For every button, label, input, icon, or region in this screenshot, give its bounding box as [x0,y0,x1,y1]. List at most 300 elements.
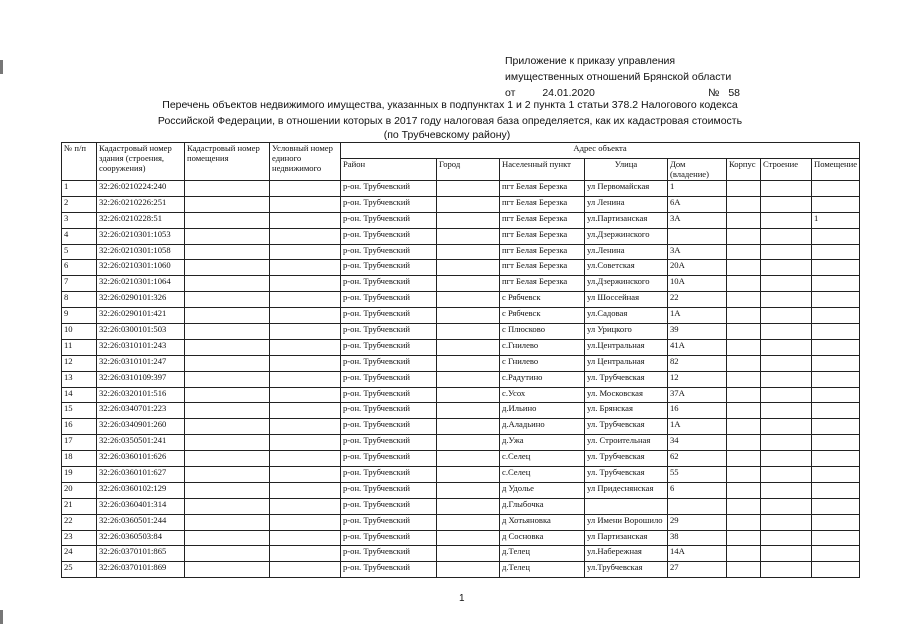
city-cell [437,387,500,403]
col-header-district: Район [341,159,437,181]
structure-cell [761,467,812,483]
house-cell: 3А [668,244,727,260]
num-cell: 18 [62,451,97,467]
num-cell: 2 [62,196,97,212]
table-row [62,212,860,228]
district-cell: р-он. Трубчевский [341,546,437,562]
house-cell: 27 [668,562,727,578]
settlement-cell: с Плюсково [500,324,585,340]
district-cell: р-он. Трубчевский [341,276,437,292]
district-cell: р-он. Трубчевский [341,324,437,340]
house-cell: 1А [668,419,727,435]
settlement-cell: пгт Белая Березка [500,212,585,228]
city-cell [437,339,500,355]
conditional-cell [270,498,341,514]
city-cell [437,514,500,530]
house-cell [668,498,727,514]
premises-cell [812,244,860,260]
city-cell [437,371,500,387]
settlement-cell: с Рябчевск [500,308,585,324]
district-cell: р-он. Трубчевский [341,403,437,419]
num-cell: 11 [62,339,97,355]
district-cell: р-он. Трубчевский [341,196,437,212]
room-cadastral-cell [185,324,270,340]
building-cell [727,419,761,435]
district-cell: р-он. Трубчевский [341,482,437,498]
order-date: 24.01.2020 [542,87,595,99]
street-cell: ул Первомайская [585,181,668,197]
conditional-cell [270,244,341,260]
room-cadastral-cell [185,308,270,324]
city-cell [437,292,500,308]
premises-cell [812,292,860,308]
premises-cell [812,181,860,197]
district-cell: р-он. Трубчевский [341,498,437,514]
settlement-cell: пгт Белая Березка [500,181,585,197]
structure-cell [761,546,812,562]
table-row [62,514,860,530]
table-row [62,276,860,292]
structure-cell [761,435,812,451]
structure-cell [761,451,812,467]
house-cell: 14А [668,546,727,562]
street-cell: ул.Партизанская [585,212,668,228]
city-cell [437,498,500,514]
title-line-3: (по Трубчевскому району) [383,129,511,141]
district-cell: р-он. Трубчевский [341,530,437,546]
cadastral-cell: 32:26:0340901:260 [97,419,185,435]
building-cell [727,435,761,451]
house-cell: 22 [668,292,727,308]
city-cell [437,467,500,483]
col-header-settlement: Населенный пункт [500,159,585,181]
building-cell [727,482,761,498]
conditional-cell [270,339,341,355]
table-row [62,530,860,546]
settlement-cell: пгт Белая Березка [500,228,585,244]
district-cell: р-он. Трубчевский [341,562,437,578]
house-cell: 6А [668,196,727,212]
structure-cell [761,212,812,228]
settlement-cell: с.Гнилево [500,339,585,355]
room-cadastral-cell [185,276,270,292]
conditional-cell [270,308,341,324]
num-cell: 14 [62,387,97,403]
conditional-cell [270,514,341,530]
house-cell: 39 [668,324,727,340]
num-cell: 6 [62,260,97,276]
street-cell: ул.Набережная [585,546,668,562]
street-cell: ул.Трубчевская [585,562,668,578]
structure-cell [761,308,812,324]
building-cell [727,371,761,387]
structure-cell [761,181,812,197]
city-cell [437,244,500,260]
room-cadastral-cell [185,228,270,244]
conditional-cell [270,260,341,276]
structure-cell [761,244,812,260]
city-cell [437,212,500,228]
settlement-cell: д.Ильино [500,403,585,419]
num-cell: 21 [62,498,97,514]
district-cell: р-он. Трубчевский [341,308,437,324]
cadastral-cell: 32:26:0360501:244 [97,514,185,530]
num-cell: 8 [62,292,97,308]
settlement-cell: с.Селец [500,451,585,467]
house-cell: 29 [668,514,727,530]
table-row [62,403,860,419]
structure-cell [761,371,812,387]
num-cell: 22 [62,514,97,530]
house-cell [668,228,727,244]
building-cell [727,339,761,355]
room-cadastral-cell [185,196,270,212]
house-cell: 16 [668,403,727,419]
structure-cell [761,530,812,546]
conditional-cell [270,546,341,562]
table-row [62,546,860,562]
street-cell: ул.Центральная [585,339,668,355]
structure-cell [761,355,812,371]
col-header-room-cadastral: Кадастровый номер помещения [185,143,270,181]
house-cell: 20А [668,260,727,276]
room-cadastral-cell [185,292,270,308]
cadastral-cell: 32:26:0340701:223 [97,403,185,419]
order-number: 58 [728,87,740,99]
room-cadastral-cell [185,181,270,197]
building-cell [727,212,761,228]
room-cadastral-cell [185,260,270,276]
district-cell: р-он. Трубчевский [341,419,437,435]
conditional-cell [270,451,341,467]
room-cadastral-cell [185,498,270,514]
settlement-cell: д Сосновка [500,530,585,546]
street-cell: ул. Московская [585,387,668,403]
conditional-cell [270,196,341,212]
building-cell [727,498,761,514]
structure-cell [761,260,812,276]
structure-cell [761,196,812,212]
structure-cell [761,403,812,419]
col-header-city: Город [437,159,500,181]
table-row [62,451,860,467]
num-cell: 19 [62,467,97,483]
building-cell [727,355,761,371]
cadastral-cell: 32:26:0360401:314 [97,498,185,514]
num-cell: 23 [62,530,97,546]
num-cell: 5 [62,244,97,260]
settlement-cell: с.Усох [500,387,585,403]
premises-cell [812,196,860,212]
premises-cell [812,419,860,435]
num-cell: 12 [62,355,97,371]
district-cell: р-он. Трубчевский [341,244,437,260]
house-cell: 1А [668,308,727,324]
cadastral-cell: 32:26:0210301:1053 [97,228,185,244]
table-row [62,292,860,308]
col-header-conditional: Условный номер единого недвижимого [270,143,341,181]
header-row [62,143,860,159]
col-header-street: Улица [585,159,668,181]
room-cadastral-cell [185,212,270,228]
settlement-cell: д.Аладьино [500,419,585,435]
premises-cell: 1 [812,212,860,228]
premises-cell [812,355,860,371]
room-cadastral-cell [185,419,270,435]
city-cell [437,482,500,498]
structure-cell [761,419,812,435]
cadastral-cell: 32:26:0360503:84 [97,530,185,546]
house-cell: 62 [668,451,727,467]
premises-cell [812,324,860,340]
conditional-cell [270,562,341,578]
num-cell: 16 [62,419,97,435]
page-number: 1 [459,593,465,604]
premises-cell [812,482,860,498]
room-cadastral-cell [185,435,270,451]
cadastral-cell: 32:26:0350501:241 [97,435,185,451]
date-prefix: от [505,87,516,99]
scan-margin-mark [0,60,3,74]
cadastral-cell: 32:26:0210226:251 [97,196,185,212]
table-row [62,562,860,578]
building-cell [727,451,761,467]
building-cell [727,546,761,562]
conditional-cell [270,292,341,308]
house-cell: 6 [668,482,727,498]
scan-margin-mark [0,610,3,624]
num-cell: 20 [62,482,97,498]
street-cell: ул Шоссейная [585,292,668,308]
table-row [62,419,860,435]
conditional-cell [270,387,341,403]
house-cell: 41А [668,339,727,355]
property-table [61,142,860,578]
structure-cell [761,339,812,355]
building-cell [727,387,761,403]
num-cell: 25 [62,562,97,578]
header-line-2: имущественных отношений Брянской области [505,71,732,83]
title-line-2: Российской Федерации, в отношении которых в 2017 году налоговая база определяется, как их кадастровая стоимость [157,115,743,127]
num-cell: 1 [62,181,97,197]
street-cell [585,498,668,514]
city-cell [437,355,500,371]
building-cell [727,181,761,197]
district-cell: р-он. Трубчевский [341,292,437,308]
structure-cell [761,228,812,244]
premises-cell [812,403,860,419]
room-cadastral-cell [185,530,270,546]
conditional-cell [270,355,341,371]
room-cadastral-cell [185,514,270,530]
table-row [62,435,860,451]
city-cell [437,308,500,324]
num-cell: 24 [62,546,97,562]
settlement-cell: с.Селец [500,467,585,483]
house-cell: 10А [668,276,727,292]
street-cell: ул.Дзержинского [585,228,668,244]
premises-cell [812,260,860,276]
room-cadastral-cell [185,467,270,483]
city-cell [437,546,500,562]
num-cell: 15 [62,403,97,419]
district-cell: р-он. Трубчевский [341,451,437,467]
structure-cell [761,498,812,514]
table-row [62,228,860,244]
city-cell [437,562,500,578]
structure-cell [761,514,812,530]
premises-cell [812,387,860,403]
conditional-cell [270,530,341,546]
conditional-cell [270,435,341,451]
city-cell [437,196,500,212]
room-cadastral-cell [185,451,270,467]
structure-cell [761,324,812,340]
table-row [62,181,860,197]
district-cell: р-он. Трубчевский [341,467,437,483]
premises-cell [812,546,860,562]
col-header-address: Адрес объекта [341,143,860,159]
table-row [62,324,860,340]
city-cell [437,276,500,292]
house-cell: 12 [668,371,727,387]
room-cadastral-cell [185,355,270,371]
cadastral-cell: 32:26:0290101:326 [97,292,185,308]
district-cell: р-он. Трубчевский [341,260,437,276]
col-header-house: Дом (владение) [668,159,727,181]
cadastral-cell: 32:26:0290101:421 [97,308,185,324]
premises-cell [812,371,860,387]
cadastral-cell: 32:26:0360101:626 [97,451,185,467]
city-cell [437,228,500,244]
conditional-cell [270,276,341,292]
conditional-cell [270,482,341,498]
num-cell: 9 [62,308,97,324]
settlement-cell: д.Глыбочка [500,498,585,514]
settlement-cell: пгт Белая Березка [500,244,585,260]
settlement-cell: с Рябчевск [500,292,585,308]
cadastral-cell: 32:26:0210301:1064 [97,276,185,292]
table-row [62,482,860,498]
settlement-cell: с Гнилево [500,355,585,371]
cadastral-cell: 32:26:0210228:51 [97,212,185,228]
cadastral-cell: 32:26:0310101:243 [97,339,185,355]
settlement-cell: д Хотьяновка [500,514,585,530]
house-cell: 82 [668,355,727,371]
street-cell: ул. Трубчевская [585,451,668,467]
table-row [62,260,860,276]
structure-cell [761,387,812,403]
city-cell [437,403,500,419]
building-cell [727,514,761,530]
cadastral-cell: 32:26:0310101:247 [97,355,185,371]
settlement-cell: пгт Белая Березка [500,276,585,292]
city-cell [437,419,500,435]
city-cell [437,530,500,546]
cadastral-cell: 32:26:0210224:240 [97,181,185,197]
city-cell [437,324,500,340]
street-cell: ул.Дзержинского [585,276,668,292]
street-cell: ул Имени Ворошило [585,514,668,530]
room-cadastral-cell [185,371,270,387]
settlement-cell: д.Ужа [500,435,585,451]
district-cell: р-он. Трубчевский [341,514,437,530]
cadastral-cell: 32:26:0210301:1060 [97,260,185,276]
table-row [62,196,860,212]
col-header-num: № п/п [62,143,97,181]
num-cell: 3 [62,212,97,228]
building-cell [727,530,761,546]
col-header-premises: Помещение [812,159,860,181]
city-cell [437,181,500,197]
street-cell: ул. Трубчевская [585,419,668,435]
conditional-cell [270,212,341,228]
house-cell: 38 [668,530,727,546]
district-cell: р-он. Трубчевский [341,181,437,197]
settlement-cell: д.Телец [500,546,585,562]
building-cell [727,196,761,212]
settlement-cell: д.Телец [500,562,585,578]
cadastral-cell: 32:26:0360102:129 [97,482,185,498]
conditional-cell [270,403,341,419]
col-header-building: Корпус [727,159,761,181]
house-cell: 3А [668,212,727,228]
building-cell [727,308,761,324]
premises-cell [812,339,860,355]
table-row [62,244,860,260]
room-cadastral-cell [185,244,270,260]
district-cell: р-он. Трубчевский [341,339,437,355]
premises-cell [812,228,860,244]
building-cell [727,276,761,292]
district-cell: р-он. Трубчевский [341,371,437,387]
city-cell [437,451,500,467]
structure-cell [761,276,812,292]
premises-cell [812,498,860,514]
premises-cell [812,514,860,530]
premises-cell [812,451,860,467]
cadastral-cell: 32:26:0320101:516 [97,387,185,403]
premises-cell [812,276,860,292]
table-row [62,467,860,483]
street-cell: ул.Ленина [585,244,668,260]
num-cell: 17 [62,435,97,451]
street-cell: ул Центральная [585,355,668,371]
house-cell: 37А [668,387,727,403]
number-prefix: № [708,87,720,99]
building-cell [727,467,761,483]
num-cell: 13 [62,371,97,387]
premises-cell [812,467,860,483]
structure-cell [761,482,812,498]
header-line-1: Приложение к приказу управления [505,55,676,67]
street-cell: ул. Трубчевская [585,467,668,483]
structure-cell [761,562,812,578]
title-line-1: Перечень объектов недвижимого имущества, указанных в подпунктах 1 и 2 пункта 1 статьи 378.2 Налогового кодекса [162,99,738,111]
district-cell: р-он. Трубчевский [341,435,437,451]
house-cell: 55 [668,467,727,483]
conditional-cell [270,419,341,435]
building-cell [727,562,761,578]
conditional-cell [270,181,341,197]
cadastral-cell: 32:26:0310109:397 [97,371,185,387]
table-row [62,355,860,371]
building-cell [727,324,761,340]
table-row [62,339,860,355]
structure-cell [761,292,812,308]
settlement-cell: с.Радутино [500,371,585,387]
col-header-cadastral: Кадастровый номер здания (строения, сооружения) [97,143,185,181]
